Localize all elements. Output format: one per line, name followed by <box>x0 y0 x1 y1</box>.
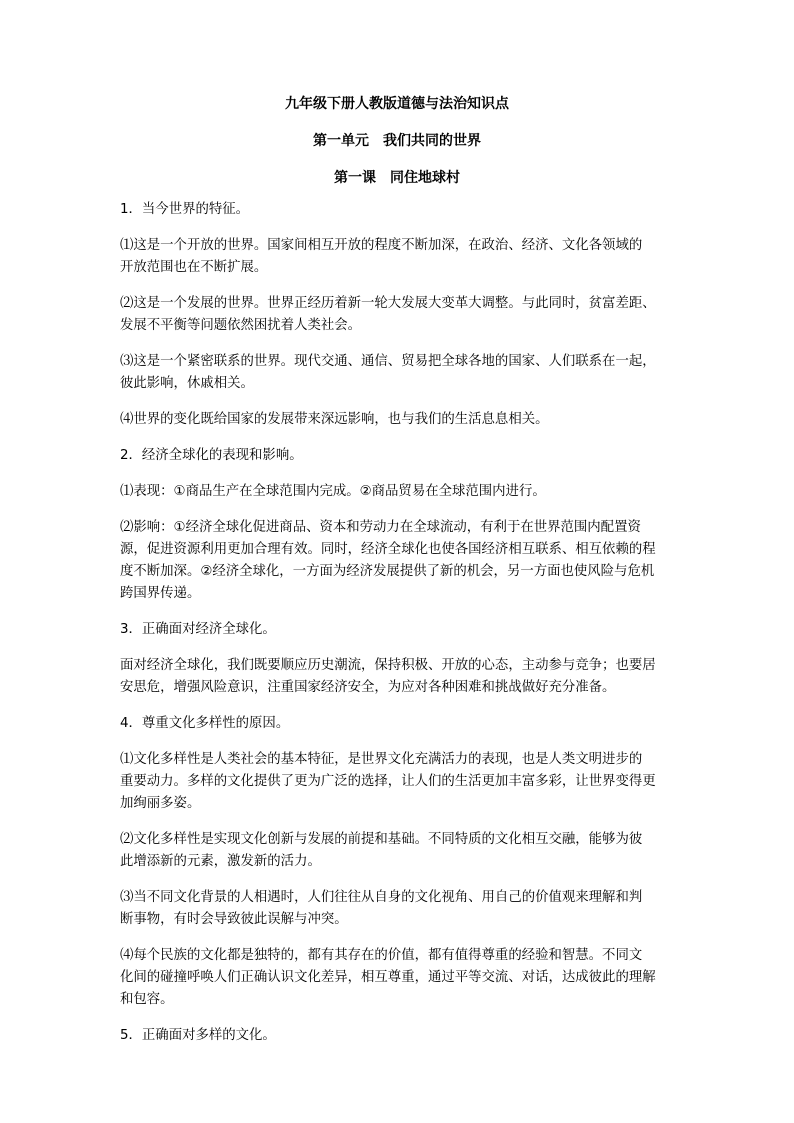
paragraph-line: 断事物，有时会导致彼此误解与冲突。 <box>120 912 348 927</box>
paragraph <box>120 293 685 337</box>
paragraph-line: 源，促进资源利用更加合理有效。同时，经济全球化也使各国经济相互联系、相互依赖的程 <box>120 542 656 557</box>
paragraph <box>120 481 685 503</box>
unit-title: 第一单元 我们共同的世界 <box>313 133 481 149</box>
paragraph-line: 发展不平衡等问题依然困扰着人类社会。 <box>120 318 362 333</box>
paragraph-line: 重要动力。多样的文化提供了更为广泛的选择，让人们的生活更加丰富多彩，让世界变得更 <box>120 774 656 789</box>
section-heading: 2．经济全球化的表现和影响。 <box>120 448 303 463</box>
paragraph-line: 此增添新的元素，激发新的活力。 <box>120 854 321 869</box>
paragraph-line: 面对经济全球化，我们既要顺应历史潮流，保持积极、开放的心态，主动参与竞争；也要居 <box>120 658 656 673</box>
paragraph <box>120 517 685 605</box>
paragraph-line: ⑶这是一个紧密联系的世界。现代交通、通信、贸易把全球各地的国家、人们联系在一起， <box>120 354 656 369</box>
paragraph-line: 化间的碰撞呼唤人们正确认识文化差异，相互尊重，通过平等交流、对话，达成彼此的理解 <box>120 970 656 985</box>
document-title: 九年级下册人教版道德与法治知识点 <box>285 96 509 112</box>
paragraph <box>120 655 685 699</box>
section-heading: 3．正确面对经济全球化。 <box>120 622 276 637</box>
paragraph-line: ⑶当不同文化背景的人相遇时，人们往往从自身的文化视角、用自己的价值观来理解和判 <box>120 890 643 905</box>
paragraph <box>120 887 685 931</box>
paragraph-line: ⑴表现：①商品生产在全球范围内完成。②商品贸易在全球范围内进行。 <box>120 484 546 499</box>
paragraph <box>120 235 685 279</box>
paragraph <box>120 945 685 1011</box>
paragraph-line: ⑷每个民族的文化都是独特的，都有其存在的价值，都有值得尊重的经验和智慧。不同文 <box>120 948 643 963</box>
paragraph-line: 和包容。 <box>120 992 174 1007</box>
paragraph-line: ⑵文化多样性是实现文化创新与发展的前提和基础。不同特质的文化相互交融，能够为彼 <box>120 832 643 847</box>
paragraph-line: 度不断加深。②经济全球化，一方面为经济发展提供了新的机会，另一方面也使风险与危机 <box>120 564 655 579</box>
paragraph <box>120 351 685 395</box>
paragraph-line: ⑵影响：①经济全球化促进商品、资本和劳动力在全球流动，有利于在世界范围内配置资 <box>120 520 641 535</box>
section-heading: 5．正确面对多样的文化。 <box>120 1028 276 1043</box>
section-heading: 4．尊重文化多样性的原因。 <box>120 716 290 731</box>
paragraph-line: 彼此影响，休戚相关。 <box>120 376 254 391</box>
paragraph-line: ⑴这是一个开放的世界。国家间相互开放的程度不断加深，在政治、经济、文化各领域的 <box>120 238 643 253</box>
paragraph-line: ⑴文化多样性是人类社会的基本特征，是世界文化充满活力的表现，也是人类文明进步的 <box>120 752 643 767</box>
title-block <box>0 94 794 188</box>
paragraph <box>120 749 685 815</box>
document-body <box>120 199 685 1061</box>
section-heading: 1．当今世界的特征。 <box>120 202 250 217</box>
paragraph-line: ⑵这是一个发展的世界。世界正经历着新一轮大发展大变革大调整。与此同时，贫富差距、 <box>120 296 656 311</box>
paragraph <box>120 829 685 873</box>
paragraph-line: ⑷世界的变化既给国家的发展带来深远影响，也与我们的生活息息相关。 <box>120 412 549 427</box>
paragraph-line: 开放范围也在不断扩展。 <box>120 260 268 275</box>
paragraph-line: 跨国界传递。 <box>120 586 201 601</box>
paragraph-line: 安思危，增强风险意识，注重国家经济安全，为应对各种困难和挑战做好充分准备。 <box>120 680 616 695</box>
paragraph <box>120 409 685 431</box>
lesson-title: 第一课 同住地球村 <box>334 170 460 186</box>
paragraph-line: 加绚丽多姿。 <box>120 796 201 811</box>
